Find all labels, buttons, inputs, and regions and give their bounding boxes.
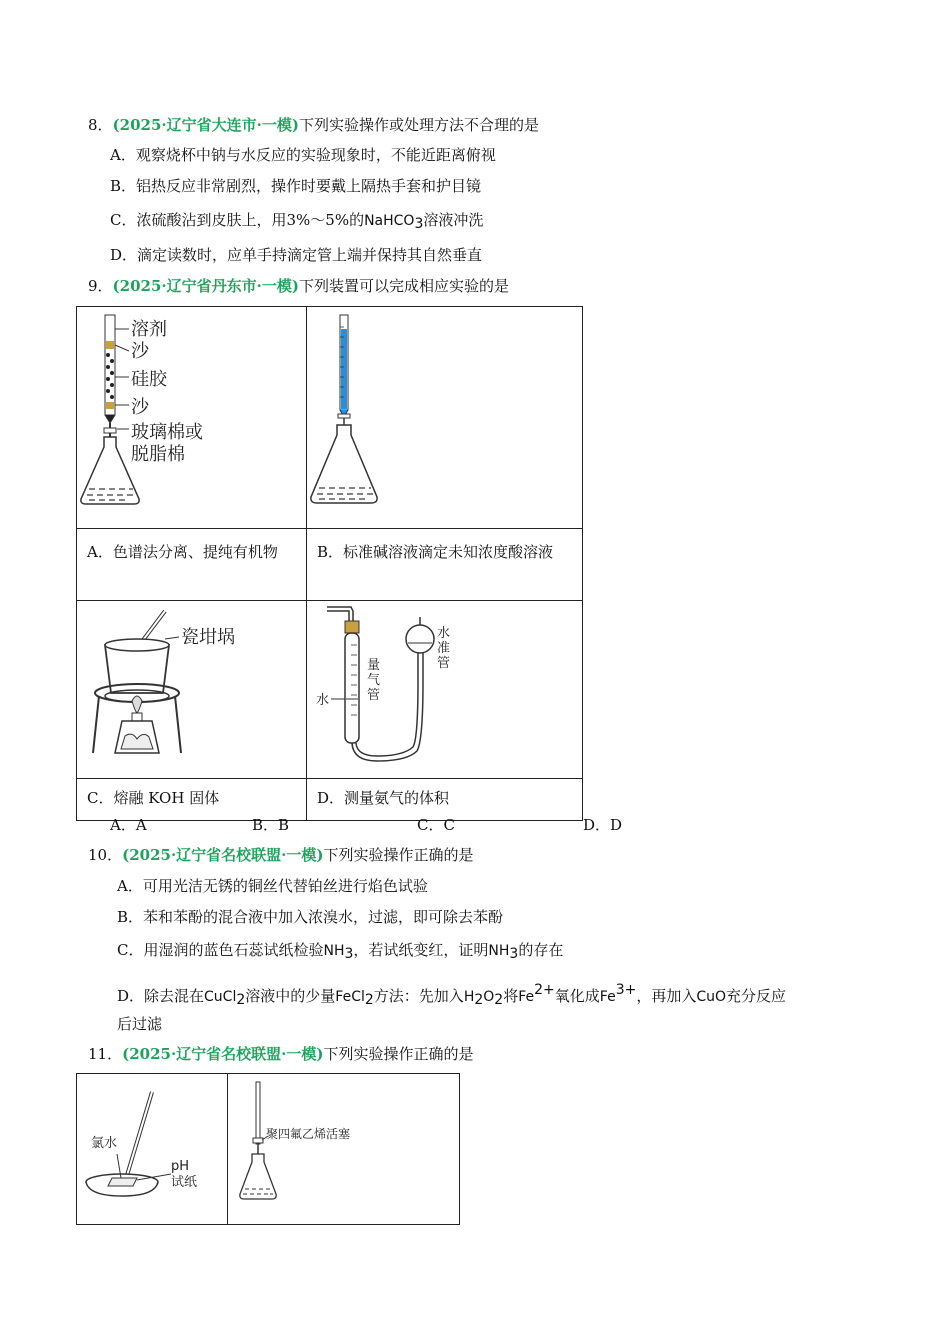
fig-d-label-water-2: 水 [316,693,330,708]
q11-stem: 11．(2025·辽宁省名校联盟·一模)下列实验操作正确的是 [88,1045,474,1063]
q8-option-d[interactable]: D．滴定读数时，应单手持滴定管上端并保持其自然垂直 [110,246,483,264]
q9-caption-c: C．熔融 KOH 固体 [87,789,220,807]
q11-apparatus-table [76,1073,460,1225]
q9-apparatus-table [76,306,583,821]
fig-q11-label-chlorine-water: 氯水 [91,1136,118,1151]
q11-source: (2025·辽宁省名校联盟·一模) [122,1045,324,1063]
q10-option-d-cont: 后过滤 [117,1015,163,1033]
q8-stem: 8．(2025·辽宁省大连市·一模)下列实验操作或处理方法不合理的是 [88,116,539,134]
q9-figure-a [77,307,307,529]
fig-a-label-cotton: 脱脂棉 [131,444,185,465]
q9-figure-d [307,601,583,779]
q10-option-a[interactable]: A．可用光洁无锈的铜丝代替铂丝进行焰色试验 [117,877,428,895]
q10-option-b[interactable]: B．苯和苯酚的混合液中加入浓溴水，过滤，即可除去苯酚 [117,908,504,926]
fig-q11-label-ph: pH [171,1159,190,1174]
fig-c-label-crucible: 瓷坩埚 [181,627,235,648]
q9-caption-d: D．测量氨气的体积 [317,789,450,807]
fig-d-label-water-1: 水 [437,626,451,641]
q9-choice-a[interactable]: A．A [110,816,147,834]
q9-stem: 9．(2025·辽宁省丹东市·一模)下列装置可以完成相应实验的是 [88,277,509,295]
q9-caption-b: B．标准碱溶液滴定未知浓度酸溶液 [317,543,554,561]
q8-option-a[interactable]: A．观察烧杯中钠与水反应的实验现象时，不能近距离俯视 [110,146,496,164]
fig-a-label-sand-1: 沙 [131,341,149,362]
q10-option-d[interactable]: D．除去混在CuCl2溶液中的少量FeCl2方法：先加入H2O2将Fe2+氧化成Fe3+，再加入CuO充分反应 [117,982,787,1008]
q8-option-c[interactable]: C．浓硫酸沾到皮肤上，用3%～5%的NaHCO3溶液冲洗 [110,211,484,232]
fig-d-label-tube-1: 管 [437,656,451,671]
q9-choice-d[interactable]: D．D [583,816,623,834]
fig-q11-label-paper: 试纸 [171,1175,198,1190]
q8-source: (2025·辽宁省大连市·一模) [112,116,299,134]
fig-d-label-tube-2: 管 [367,688,381,703]
q10-option-c[interactable]: C．用湿润的蓝色石蕊试纸检验NH3，若试纸变红，证明NH3的存在 [117,941,564,962]
q10-source: (2025·辽宁省名校联盟·一模) [122,846,324,864]
q9-source: (2025·辽宁省丹东市·一模) [112,277,299,295]
q11-figure-1 [77,1074,228,1225]
q9-caption-a: A．色谱法分离、提纯有机物 [87,543,278,561]
fig-a-label-solvent: 溶剂 [131,319,167,340]
q9-choice-b[interactable]: B．B [252,816,290,834]
q9-figure-c [77,601,307,779]
fig-d-label-measure: 量 [367,658,381,673]
fig-a-label-glass-wool: 玻璃棉或 [131,422,203,443]
fig-q11-label-ptfe-stopcock: 聚四氟乙烯活塞 [266,1127,351,1141]
q10-stem: 10．(2025·辽宁省名校联盟·一模)下列实验操作正确的是 [88,846,474,864]
fig-d-label-gas: 气 [367,673,381,688]
q9-figure-b [307,307,583,529]
fig-a-label-silica: 硅胶 [131,369,167,390]
q9-choice-c[interactable]: C．C [417,816,455,834]
fig-d-label-level: 准 [437,641,451,656]
fig-a-label-sand-2: 沙 [131,397,149,418]
q8-option-b[interactable]: B．铝热反应非常剧烈，操作时要戴上隔热手套和护目镜 [110,177,482,195]
q11-figure-2 [228,1074,460,1225]
